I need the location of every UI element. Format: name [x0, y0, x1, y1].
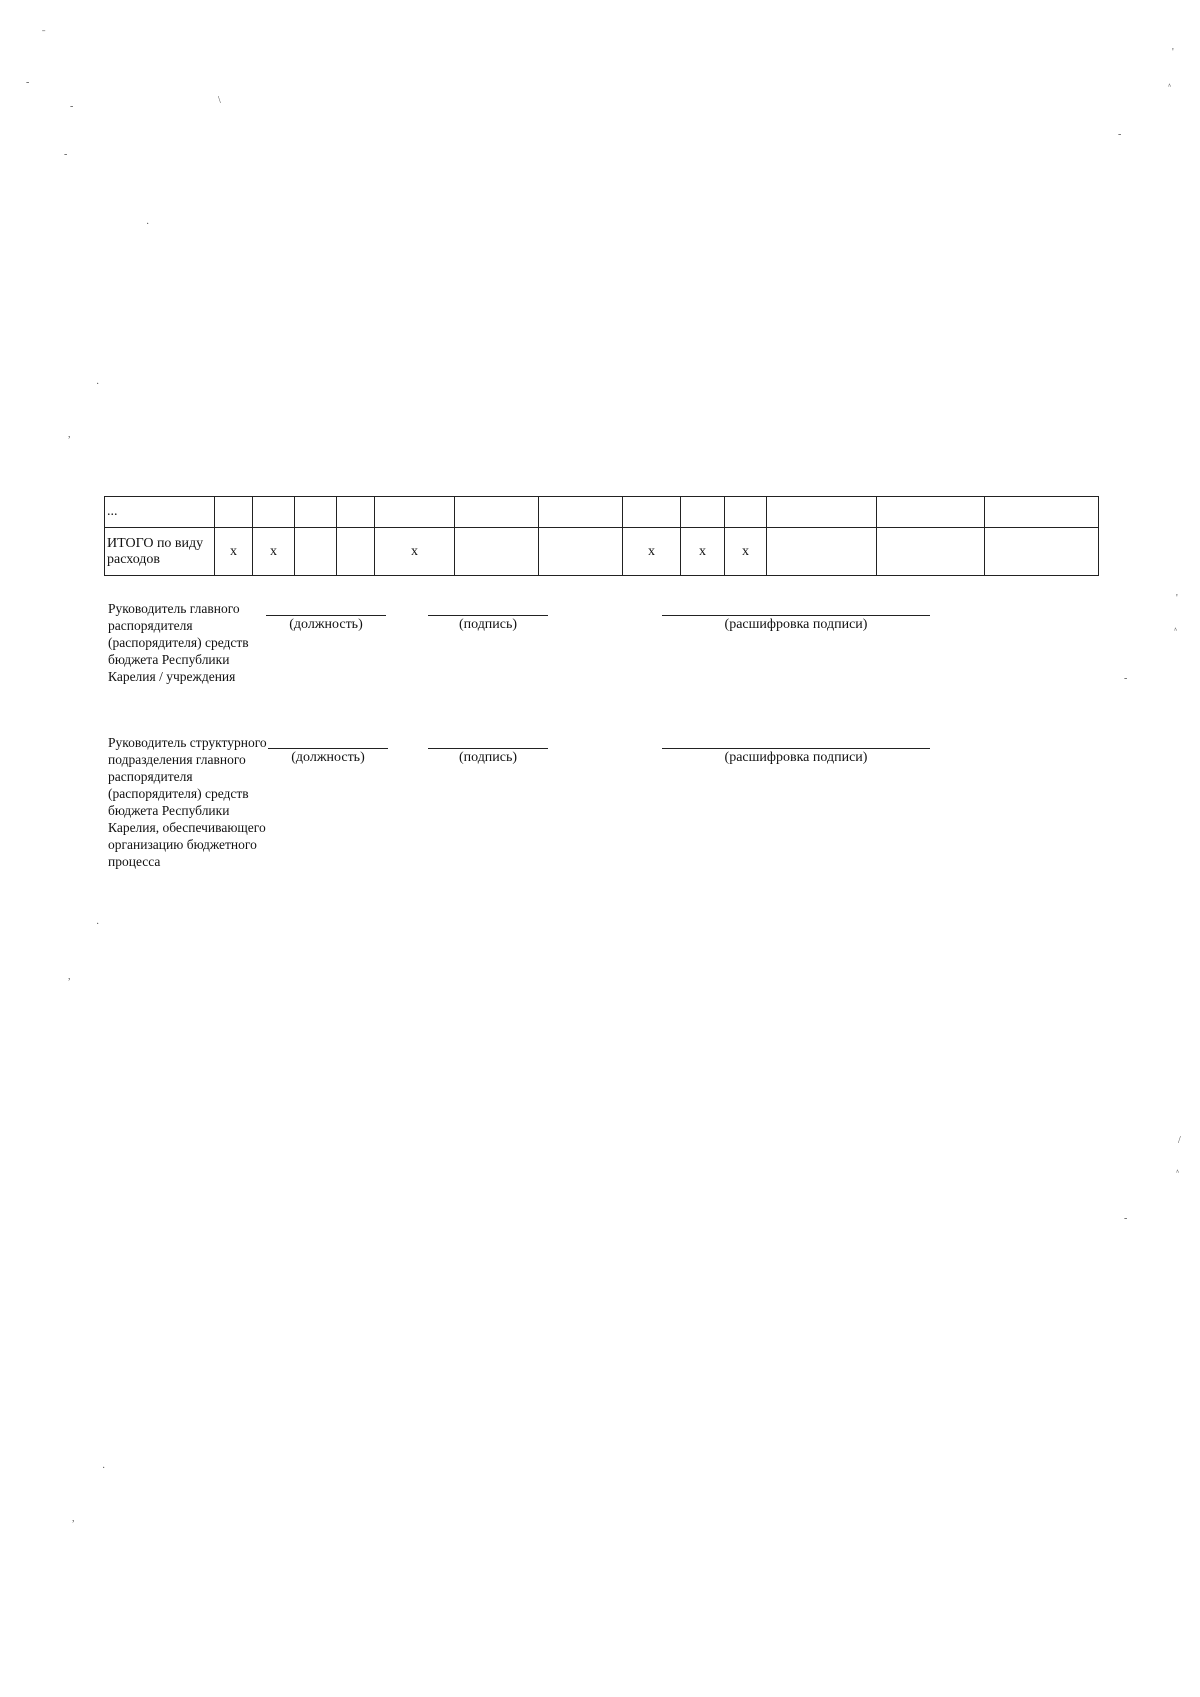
signature-line [428, 615, 548, 616]
row-name-cell: ... [105, 497, 215, 528]
expenses-table [104, 496, 1099, 576]
signatory-role-2: Руководитель структурного подразделения главного распорядителя (распорядителя) средств бюджета Республики Карелия, обеспечивающего организацию бюджетного процесса [108, 735, 267, 869]
scan-speck: · [146, 219, 150, 230]
scan-speck: , [68, 429, 71, 440]
position-caption: (должность) [291, 750, 365, 765]
scan-speck: ˉ [42, 29, 46, 40]
scan-speck: - [1118, 129, 1122, 140]
scan-speck: - [1124, 1213, 1128, 1224]
table-cell [725, 497, 767, 528]
table-cell [877, 497, 985, 528]
table-cell [337, 497, 375, 528]
scan-speck: ' [1176, 593, 1178, 604]
scan-speck: · [96, 379, 100, 390]
scan-speck: ᶺ [1174, 625, 1177, 636]
scan-speck: , [72, 1513, 75, 1524]
scan-speck: - [64, 149, 68, 160]
scan-speck: / [1178, 1135, 1181, 1146]
table-cell: x [215, 528, 253, 576]
decoding-caption: (расшифровка подписи) [724, 617, 868, 632]
table-row-total [105, 528, 1099, 576]
table-cell [767, 497, 877, 528]
scan-speck: ᶺ [1168, 81, 1171, 92]
table-cell [539, 497, 623, 528]
table-row [105, 497, 1099, 528]
table-cell: x [623, 528, 681, 576]
table-cell [767, 528, 877, 576]
signature-caption: (подпись) [458, 617, 518, 632]
signature-line [428, 748, 548, 749]
position-line [268, 748, 388, 749]
decoding-line [662, 615, 930, 616]
position-caption: (должность) [289, 617, 363, 632]
position-line [266, 615, 386, 616]
table-cell [985, 528, 1099, 576]
table-cell [337, 528, 375, 576]
scan-speck: , [68, 971, 71, 982]
table-cell: x [375, 528, 455, 576]
table-cell [375, 497, 455, 528]
table-cell [253, 497, 295, 528]
table-cell [877, 528, 985, 576]
scan-speck: - [26, 77, 30, 88]
decoding-line [662, 748, 930, 749]
scan-speck: - [70, 101, 74, 112]
table-cell [539, 528, 623, 576]
table-cell [985, 497, 1099, 528]
table-cell [681, 497, 725, 528]
table-cell: x [681, 528, 725, 576]
table-cell [215, 497, 253, 528]
scan-speck: \ [218, 95, 221, 106]
table-cell [295, 528, 337, 576]
table-cell [623, 497, 681, 528]
scan-speck: · [96, 919, 100, 930]
scan-speck: - [1124, 673, 1128, 684]
total-label-cell: ИТОГО по виду расходов [105, 528, 215, 576]
table-cell [455, 528, 539, 576]
table-cell: x [253, 528, 295, 576]
table-cell [455, 497, 539, 528]
signature-caption: (подпись) [458, 750, 518, 765]
scan-speck: ' [1172, 47, 1174, 58]
scan-speck: ᶺ [1176, 1167, 1179, 1178]
signatory-role-1: Руководитель главного распорядителя (распорядителя) средств бюджета Республики Карелия / учреждения [108, 601, 249, 684]
decoding-caption: (расшифровка подписи) [724, 750, 868, 765]
table-cell [295, 497, 337, 528]
table-cell: x [725, 528, 767, 576]
scan-speck: · [102, 1463, 106, 1474]
